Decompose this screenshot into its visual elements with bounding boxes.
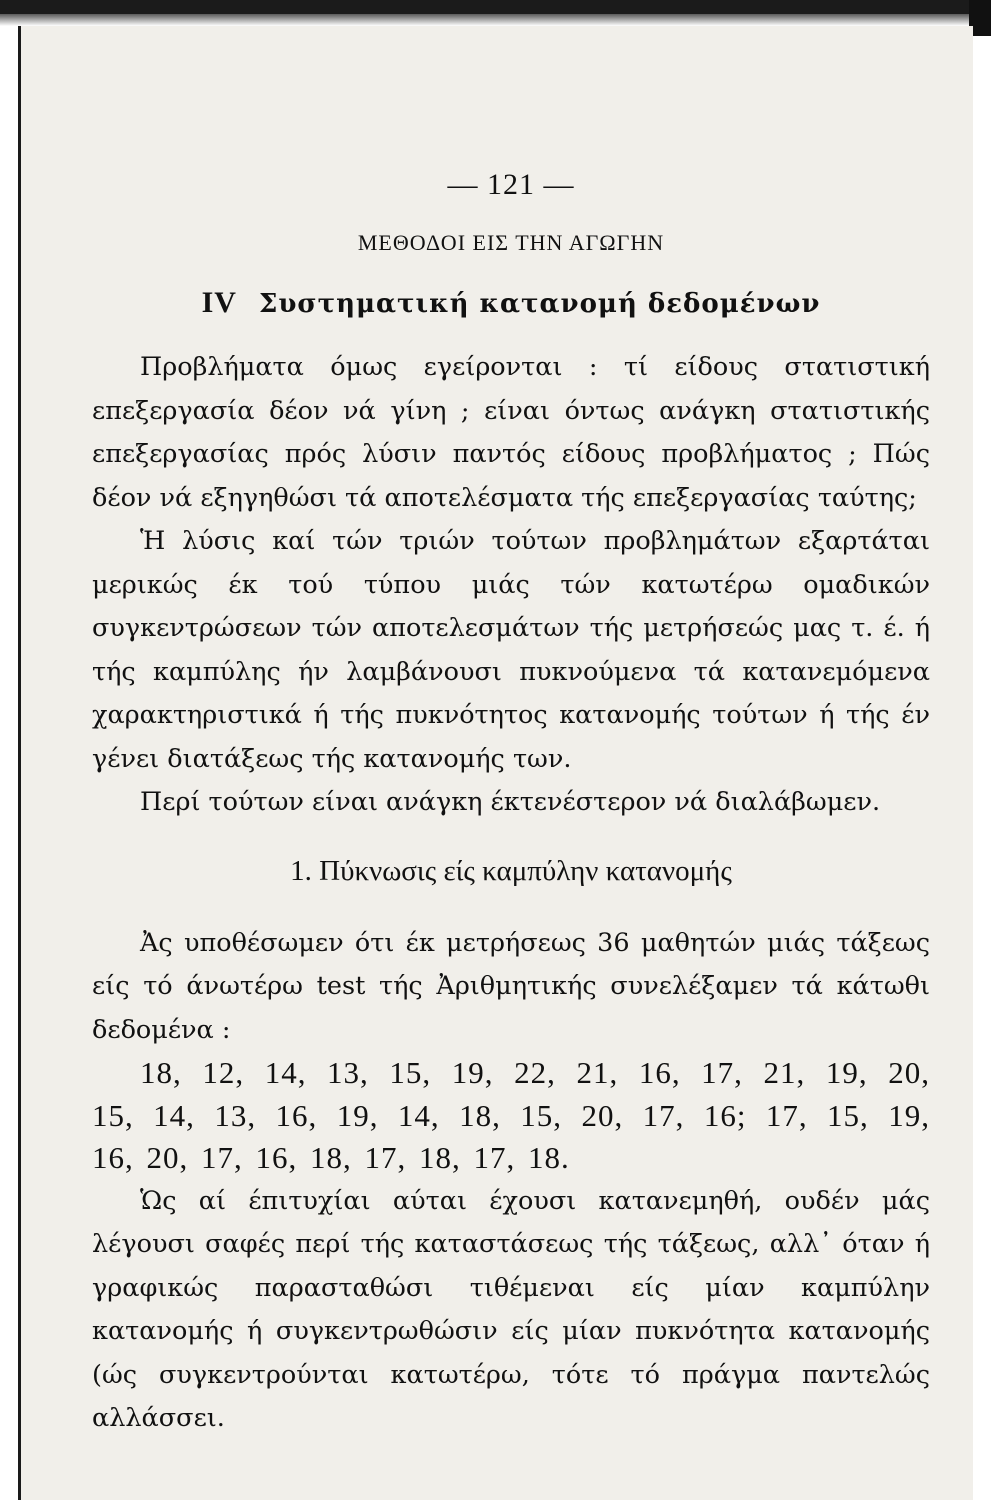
scan-top-shadow [0, 14, 991, 26]
measurement-data [92, 1052, 930, 1180]
data-line-1: 18, 12, 14, 13, 15, 19, 22, 21, 16, 17, 21, 19, 20, [140, 1055, 930, 1090]
section-title: Συστηματική κατανομή δεδομένων [258, 289, 821, 319]
page-content [92, 168, 930, 1441]
scan-top-border [0, 0, 991, 14]
section-heading [92, 286, 930, 320]
paragraph-1: Προβλήματα όμως εγείρονται : τί είδους στατιστική επεξεργασία δέον νά γίνη ; είναι όντως ανάγκη στατιστικής επεξεργασίας πρός λύσιν παντός είδους προβλήματος ; Πώς δέον νά εξηγηθώσι τά αποτελέσματα τής επεξεργασίας ταύτης; [92, 352, 930, 513]
paragraph-2: Ἡ λύσις καί τών τριών τούτων προβλημάτων εξαρτάται μερικώς έκ τού τύπου μιάς τών κατωτέρω ομαδικών συγκεντρώσεων τών αποτελεσμάτων τής μετρήσεώς μας τ. έ. ή τής καμπύλης ήν λαμβάνουσι πυκνούμενα τά κατανεμόμενα χαρακτηριστικά ή τής πυκνότητος κατανομής τούτων ή τής έν γένει διατάξεως τής κατανομής των. [92, 526, 930, 774]
running-head: ΜΕΘΟΔΟΙ ΕΙΣ ΤΗΝ ΑΓΩΓΗΝ [357, 230, 665, 255]
page-number: — 121 — [447, 168, 575, 201]
closing-paragraph: Ὡς αί έπιτυχίαι αύται έχουσι κατανεμηθή, ουδέν μάς λέγουσι σαφές περί τής καταστάσεως τής τάξεως, αλλ᾽ όταν ή γραφικώς παρασταθώσι τιθέμεναι είς μίαν καμπύλην κατανομής ή συγκεντρωθώσιν είς μίαν πυκνότητα κατανομής (ώς συγκεντρούνται κατωτέρω, τότε τό πράγμα παντελώς αλλάσσει. [92, 1185, 930, 1433]
paragraph-3: Περί τούτων είναι ανάγκη έκτενέστερον νά διαλάβωμεν. [140, 787, 881, 817]
data-line-3: 16, 20, 17, 16, 18, 17, 18, 17, 18. [92, 1140, 570, 1175]
data-line-2: 15, 14, 13, 16, 19, 14, 18, 15, 20, 17, 16; 17, 15, 19, [92, 1097, 930, 1133]
section-numeral: IV [201, 286, 237, 319]
intro-paragraph: Ἀς υποθέσωμεν ότι έκ μετρήσεως 36 μαθητών μιάς τάξεως είς τό άνωτέρω test τής Ἀριθμητικής συνελέξαμεν τά κάτωθι δεδομένα : [92, 927, 930, 1045]
subsection-title: 1. Πύκνωσις είς καμπύλην κατανομής [290, 854, 732, 887]
